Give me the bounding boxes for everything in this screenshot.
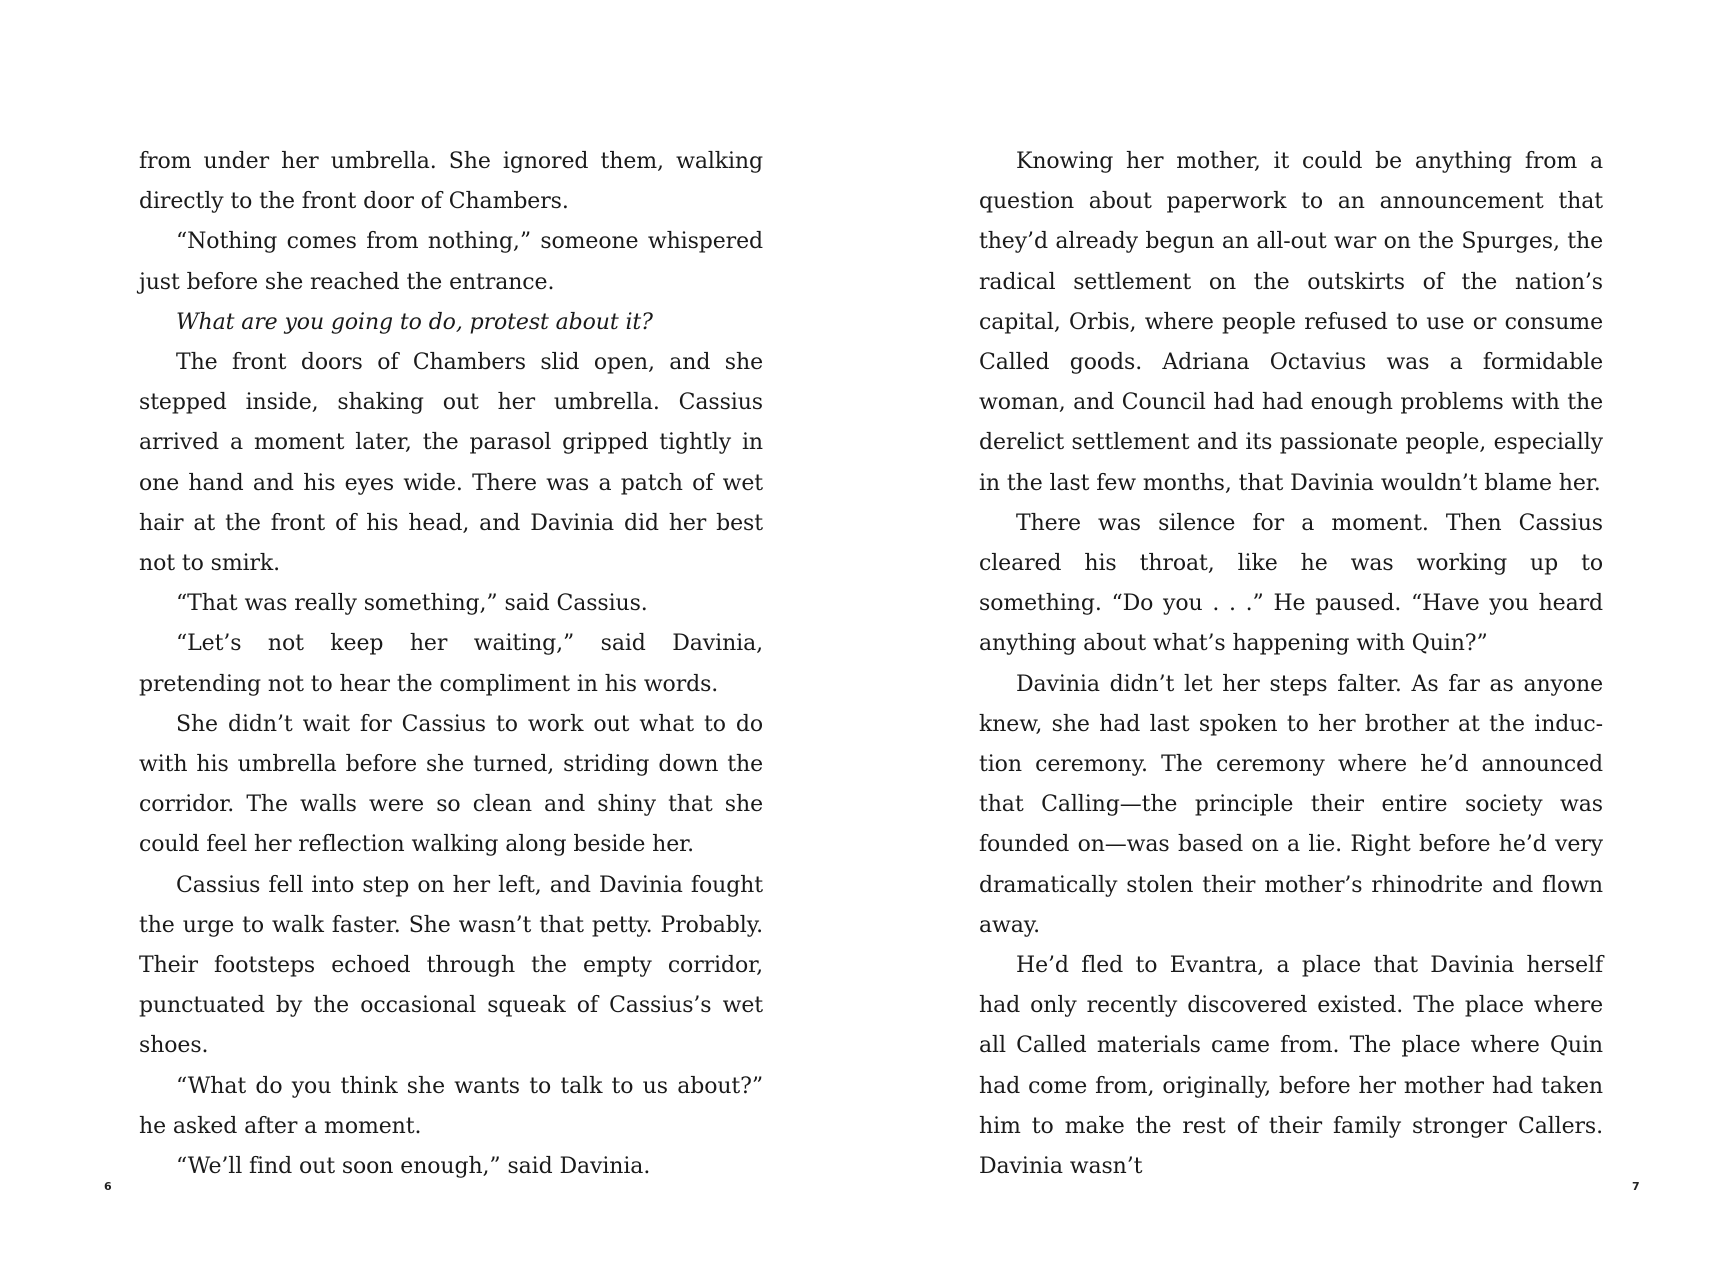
paragraph: “What do you think she wants to talk to us about?” he asked after a moment. — [139, 1073, 763, 1139]
paragraph: He’d fled to Evantra, a place that Davinia herself had only recently discovered existed. The place where all Called materials came from. The place where Quin had come from, originally, before her mother had taken him to make the rest of their family stronger Callers. Davinia wasn’t — [979, 953, 1603, 1180]
left-page-text — [139, 142, 763, 1187]
paragraph: Davinia didn’t let her steps falter. As far as anyone knew, she had last spoken to her brother at the induction ceremony. The ceremony where he’d announced that Calling—the principle their entire society was founded on—was based on a lie. Right before he’d very dramatically stolen their mother’s rhinodrite and flown away. — [979, 671, 1603, 938]
paragraph: “That was really something,” said Cassius. — [176, 591, 648, 617]
paragraph: Knowing her mother, it could be anything from a question about paperwork to an announcement that they’d already begun an all-out war on the Spurges, the radical settlement on the outskirts of the nation’s capital, Orbis, where people refused to use or consume Called goods. Adriana Octavius was a formidable woman, and Council had had enough problems with the derelict settlement and its passionate people, especially in the last few months, that Davinia wouldn’t blame her. — [979, 149, 1603, 496]
paragraph: There was silence for a moment. Then Cassius cleared his throat, like he was working up to something. “Do you . . .” He paused. “Have you heard anything about what’s happening with Quin?” — [979, 510, 1603, 657]
right-page-text — [979, 142, 1603, 1187]
paragraph: Cassius fell into step on her left, and Davinia fought the urge to walk faster. She wasn’t that petty. Probably. Their footsteps echoed through the empty corridor, punctuated by the occasional squeak of Cassius’s wet shoes. — [139, 872, 763, 1059]
paragraph: from under her umbrella. She ignored them, walking directly to the front door of Chambers. — [139, 149, 763, 215]
paragraph: The front doors of Chambers slid open, and she stepped inside, shaking out her umbrella. Cassius arrived a moment later, the parasol gripped tightly in one hand and his eyes wide. There was a patch of wet hair at the front of his head, and Davinia did her best not to smirk. — [139, 350, 763, 577]
paragraph: She didn’t wait for Cassius to work out what to do with his umbrella before she turned, striding down the corridor. The walls were so clean and shiny that she could feel her reflection walking along beside her. — [139, 711, 763, 858]
right-page — [867, 0, 1734, 1284]
page-number: 7 — [1632, 1180, 1640, 1193]
page-number: 6 — [104, 1180, 112, 1193]
italic-paragraph: What are you going to do, protest about it? — [176, 309, 653, 335]
paragraph: “We’ll find out soon enough,” said Davinia. — [176, 1154, 651, 1180]
paragraph: “Let’s not keep her waiting,” said Davinia, pretending not to hear the compliment in his words. — [139, 631, 763, 697]
paragraph: “Nothing comes from nothing,” someone whispered just before she reached the entrance. — [139, 229, 763, 295]
